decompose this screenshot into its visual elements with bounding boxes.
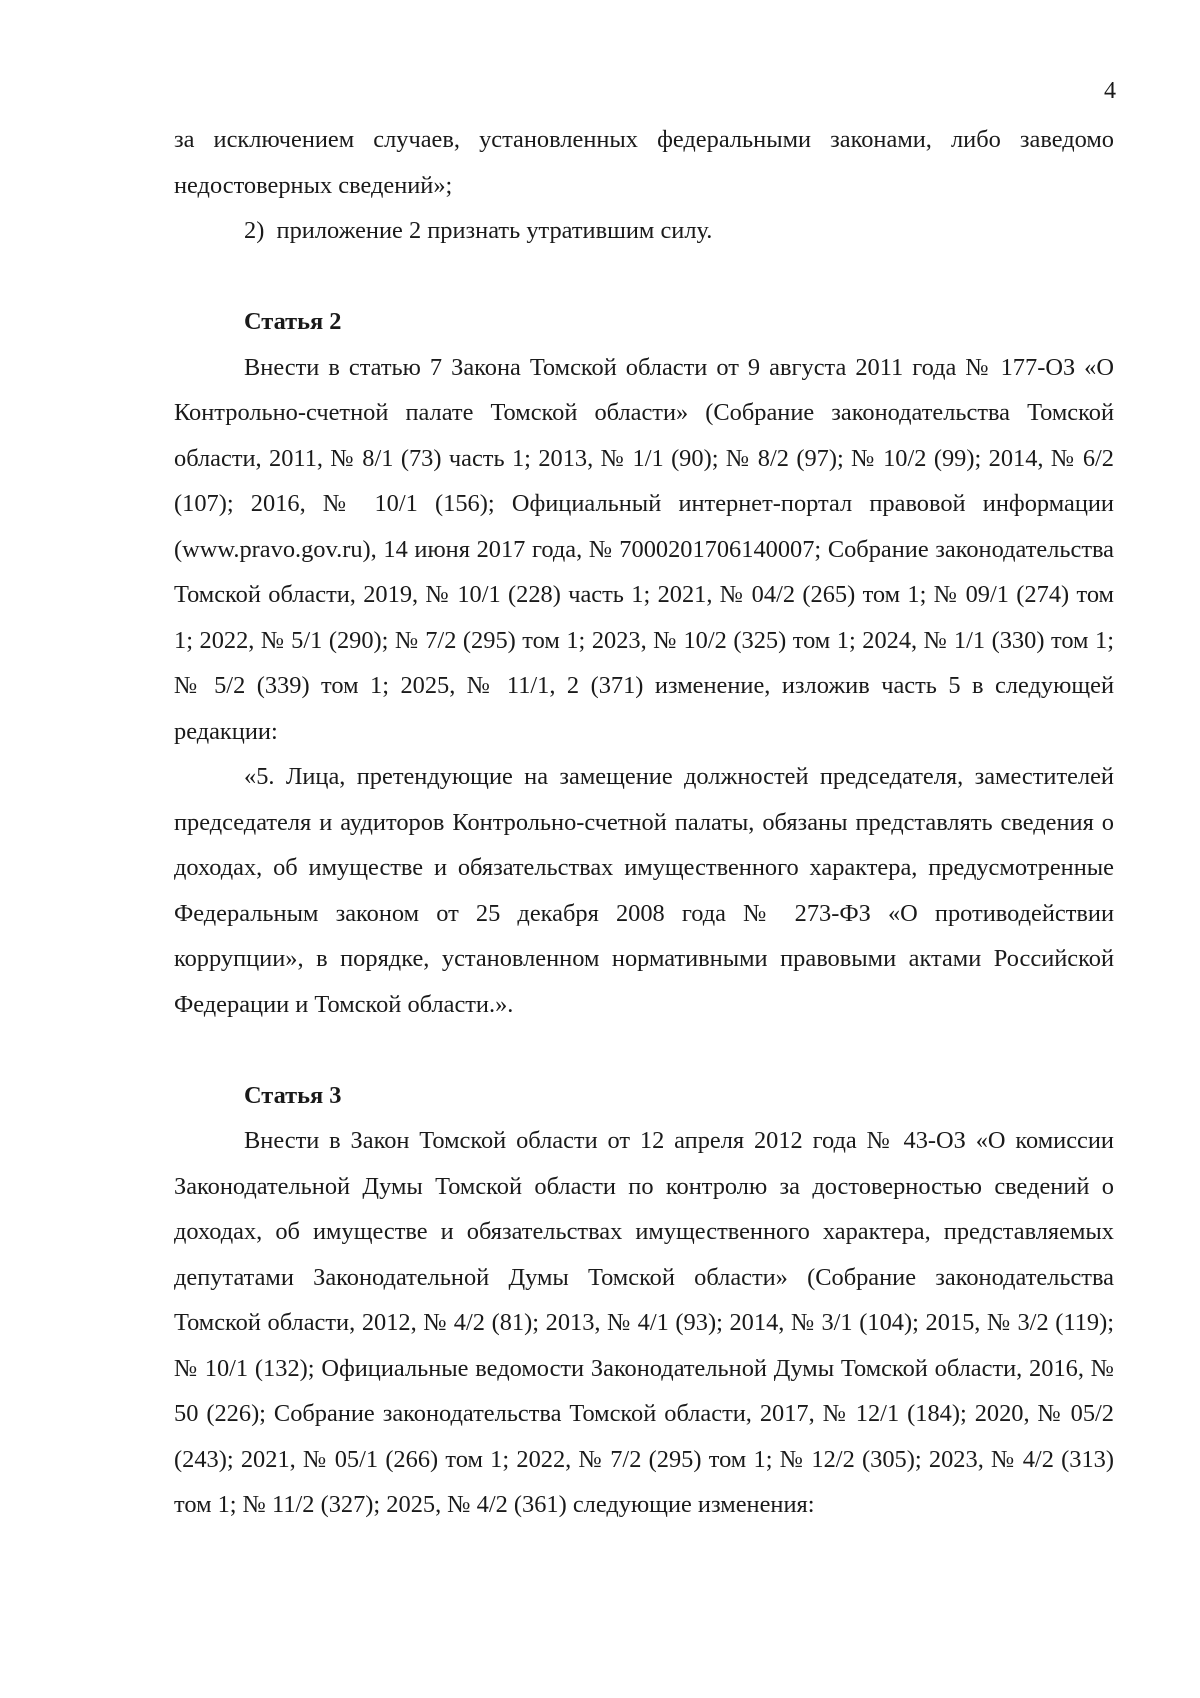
spacer [174,1027,1114,1073]
continuation-paragraph: за исключением случаев, установленных федеральными законами, либо заведомо недостоверных сведений»; [174,126,1114,199]
article-2-quote: «5. Лица, претендующие на замещение должностей председателя, заместителей председателя и аудиторов Контрольно-счетной палаты, обязаны представлять сведения о доходах, об имуществе и обязательствах имущественного характера, предусмотренные Федеральным законом от 25 декабря 2008 года № 273-ФЗ «О противодействии коррупции», в порядке, установленном нормативными правовыми актами Российской Федерации и Томской области.». [174,763,1114,1018]
article-2-heading: Статья 2 [244,308,342,335]
article-2-intro: Внести в статью 7 Закона Томской области от 9 августа 2011 года № 177-ОЗ «О Контрольно-счетной палате Томской области» (Собрание законодательства Томской области, 2011, № 8/1 (73) часть 1; 2013, № 1/1 (90); № 8/2 (97); № 10/2 (99); 2014, № 6/2 (107); 2016, № 10/1 (156); Официальный интернет-портал правовой информации (www.pravo.gov.ru), 14 июня 2017 года, № 7000201706140007; Собрание законодательства Томской области, 2019, № 10/1 (228) часть 1; 2021, № 04/2 (265) том 1; № 09/1 (274) том 1; 2022, № 5/1 (290); № 7/2 (295) том 1; 2023, № 10/2 (325) том 1; 2024, № 1/1 (330) том 1; № 5/2 (339) том 1; 2025, № 11/1, 2 (371) изменение, изложив часть 5 в следующей редакции: [174,353,1114,745]
article-3-intro: Внести в Закон Томской области от 12 апреля 2012 года № 43-ОЗ «О комиссии Законодательной Думы Томской области по контролю за достоверностью сведений о доходах, об имуществе и обязательствах имущественного характера, представляемых депутатами Законодательной Думы Томской области» (Собрание законодательства Томской области, 2012, № 4/2 (81); 2013, № 4/1 (93); 2014, № 3/1 (104); 2015, № 3/2 (119); № 10/1 (132); Официальные ведомости Законодательной Думы Томской области, 2016, № 50 (226); Собрание законодательства Томской области, 2017, № 12/1 (184); 2020, № 05/2 (243); 2021, № 05/1 (266) том 1; 2022, № 7/2 (295) том 1; № 12/2 (305); 2023, № 4/2 (313) том 1; № 11/2 (327); 2025, № 4/2 (361) следующие изменения: [174,1127,1114,1518]
article-3-heading: Статья 3 [244,1081,342,1109]
document-body [174,117,1114,1528]
list-item-2: 2) приложение 2 признать утратившим силу. [244,217,713,244]
page-number: 4 [1104,78,1116,104]
spacer [174,254,1114,300]
